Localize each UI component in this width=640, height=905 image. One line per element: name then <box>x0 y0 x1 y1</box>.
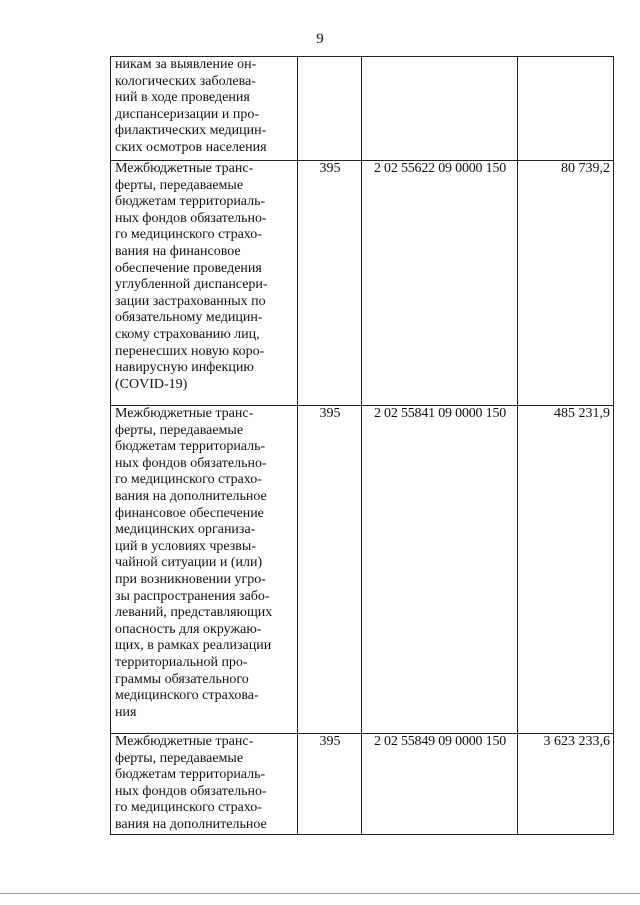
description-line: вания на дополнительное <box>115 488 267 504</box>
description-line: чайной ситуации и (или) <box>115 555 263 571</box>
table-row <box>111 734 614 835</box>
footer-rule <box>0 893 640 894</box>
description-line: ния <box>115 704 137 720</box>
description-line: Межбюджетные транс- <box>115 734 254 749</box>
cell-description <box>111 734 298 835</box>
description-line: граммы обязательного <box>115 671 249 687</box>
description-line: углубленной диспансери- <box>115 277 268 293</box>
cell-admin-code: 395 <box>298 161 362 406</box>
cell-description <box>111 57 298 161</box>
description-line: ных фондов обязательно- <box>115 783 267 799</box>
description-line: зы распространения забо- <box>115 588 270 604</box>
description-line: при возникновении угро- <box>115 571 266 587</box>
description-line: ферты, передаваемые <box>115 750 244 766</box>
description-line: никам за выявление он- <box>115 57 257 72</box>
table-row <box>111 406 614 734</box>
description-line: ферты, передаваемые <box>115 422 244 438</box>
cell-description <box>111 161 298 406</box>
cell-amount: 485 231,9 <box>518 406 614 734</box>
description-line: Межбюджетные транс- <box>115 406 254 421</box>
cell-classification-code: 2 02 55622 09 0000 150 <box>362 161 518 406</box>
cell-description <box>111 406 298 734</box>
description-line: вания на дополнительное <box>115 816 267 832</box>
description-line: финансовое обеспечение <box>115 505 264 521</box>
cell-amount: 80 739,2 <box>518 161 614 406</box>
cell-admin-code: 395 <box>298 406 362 734</box>
cell-classification-code: 2 02 55841 09 0000 150 <box>362 406 518 734</box>
description-line: (COVID-19) <box>115 376 188 392</box>
description-line: скому страхованию лиц, <box>115 326 260 342</box>
table-body <box>111 57 614 835</box>
budget-revenue-table <box>110 56 614 835</box>
description-line: ных фондов обязательно- <box>115 455 267 471</box>
description-line: медицинских организа- <box>115 522 256 538</box>
description-line: бюджетам территориаль- <box>115 439 266 455</box>
description-line: бюджетам территориаль- <box>115 194 266 210</box>
description-line: ний в ходе проведения <box>115 90 250 106</box>
description-line: обязательному медицин- <box>115 310 263 326</box>
table-row <box>111 161 614 406</box>
description-line: ных фондов обязательно- <box>115 210 267 226</box>
description-line: кологических заболева- <box>115 73 256 89</box>
description-line: го медицинского страхо- <box>115 472 262 488</box>
description-line: медицинского страхова- <box>115 688 259 704</box>
cell-admin-code: 395 <box>298 734 362 835</box>
description-line: леваний, представляющих <box>115 605 273 621</box>
description-line: бюджетам территориаль- <box>115 767 266 783</box>
description-line: навирусную инфекцию <box>115 360 254 376</box>
description-line: территориальной про- <box>115 654 248 670</box>
description-line: опасность для окружаю- <box>115 621 262 637</box>
cell-amount: 3 623 233,6 <box>518 734 614 835</box>
description-line: зации застрахованных по <box>115 293 266 309</box>
description-line: ций в условиях чрезвы- <box>115 538 256 554</box>
table-row <box>111 57 614 161</box>
description-line: го медицинского страхо- <box>115 227 262 243</box>
cell-classification-code <box>362 57 518 161</box>
description-line: обеспечение проведения <box>115 260 262 276</box>
description-line: го медицинского страхо- <box>115 800 262 816</box>
description-line: филактических медицин- <box>115 123 267 139</box>
cell-amount <box>518 57 614 161</box>
description-line: ских осмотров населения <box>115 139 267 155</box>
description-line: Межбюджетные транс- <box>115 161 254 176</box>
cell-admin-code <box>298 57 362 161</box>
description-line: перенесших новую коро- <box>115 343 265 359</box>
description-line: щих, в рамках реализации <box>115 638 272 654</box>
cell-classification-code: 2 02 55849 09 0000 150 <box>362 734 518 835</box>
page-number: 9 <box>316 31 324 47</box>
description-line: ферты, передаваемые <box>115 177 244 193</box>
description-line: вания на финансовое <box>115 243 241 259</box>
description-line: диспансеризации и про- <box>115 106 259 122</box>
